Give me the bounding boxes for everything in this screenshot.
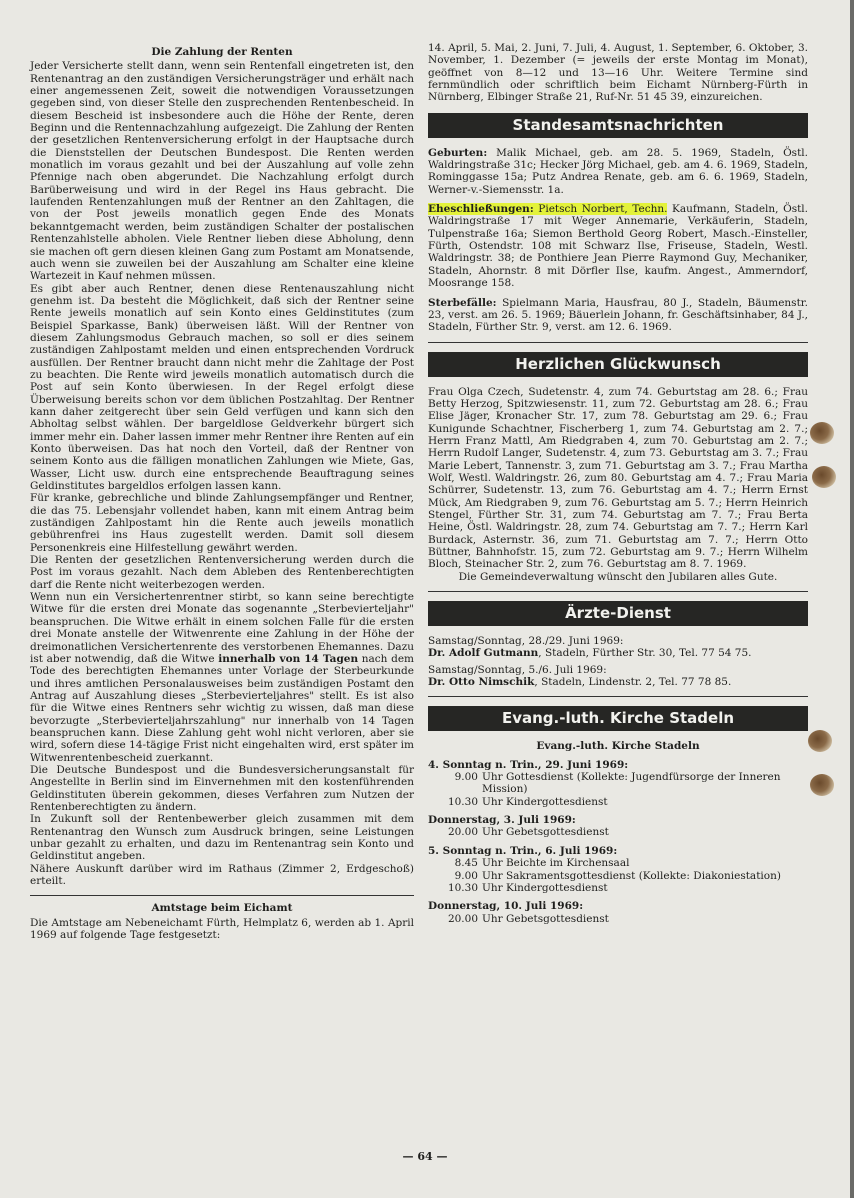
kirche-day-3: 5. Sonntag n. Trin., 6. Juli 1969:: [428, 844, 618, 857]
kirche-time: 10.30: [447, 881, 478, 894]
kirche-item: [428, 882, 808, 894]
kirche-text: Uhr Kindergottesdienst: [482, 795, 608, 808]
aerzte-entry-2: [428, 676, 808, 688]
kirche-item: [428, 771, 808, 796]
kirche-text: Uhr Gebetsgottesdienst: [482, 912, 609, 925]
kirche-item: [428, 796, 808, 808]
renten-paragraph-end-3: Nähere Auskunft darüber wird im Rathaus (Zimmer 2, Erdgeschoß) erteilt.: [30, 862, 414, 888]
renten-paragraph-3: Für kranke, gebrechliche und blinde Zahlungsempfänger und Rentner, die das 75. Lebensjahr vollendet haben, kann mit einem Antrag beim zuständigen Zahlpostamt hin die Rente auch jeweils monatlich gebührenfrei ins Haus zugestellt werden. Damit soll diesem Personenkreis eine Hilfestellung gewährt werden.: [30, 492, 414, 554]
sterbefaelle-entry: [428, 297, 808, 334]
kirche-time: 9.00: [454, 869, 478, 882]
kirche-item: [428, 913, 808, 925]
kirche-time: 20.00: [447, 826, 478, 839]
binder-hole: [810, 774, 834, 796]
page-number: — 64 —: [402, 1150, 448, 1163]
glueckwunsch-text: Frau Olga Czech, Sudetenstr. 4, zum 74. Geburtstag am 28. 6.; Frau Betty Herzog, Spitzwiesenstr. 11, zum 72. Geburtstag am 28. 6.; Frau Elise Jäger, Kronacher Str. 17, zum 78. Geburtstag am 29. 6.; Frau Kunigunde Schachtner, Fischerberg 1, zum 74. Geburtstag am 2. 7.; Herrn Franz Mattl, Am Riedgraben 4, zum 70. Geburtstag am 2. 7.; Herrn Rudolf Langer, Sudetenstr. 4, zum 73. Geburtstag am 3. 7.; Frau Marie Lebert, Tannenstr. 3, zum 71. Geburtstag am 3. 7.; Frau Martha Wolf, Westl. Waldringstr. 26, zum 80. Geburtstag am 4. 7.; Frau Maria Schürrer, Sudetenstr. 13, zum 76. Geburtstag am 4. 7.; Herrn Ernst Mück, Am Riedgraben 9, zum 76. Geburtstag am 5. 7.; Herrn Heinrich Stengel, Fürther Str. 31, zum 74. Geburtstag am 7. 7.; Frau Berta Heine, Östl. Waldringstr. 28, zum 74. Geburtstag am 7. 7.; Herrn Karl Burdack, Asternstr. 36, zum 71. Geburtstag am 7. 7.; Herrn Otto Büttner, Bahnhofstr. 15, zum 72. Geburtstag am 9. 7.; Herrn Wilhelm Bloch, Steinacher Str. 2, zum 76. Geburtstag am 8. 7. 1969.: [428, 385, 808, 571]
eheschliessungen-highlight: [428, 203, 667, 215]
kirche-time: 8.45: [454, 857, 478, 870]
section-divider: [428, 591, 808, 592]
kirche-day-2: Donnerstag, 3. Juli 1969:: [428, 814, 576, 827]
kirche-item: [428, 870, 808, 882]
kirche-text: Uhr Gottesdienst (Kollekte: Jugendfürsorge der Inneren Mission): [482, 771, 781, 796]
aerzte-doctor-2: Dr. Otto Nimschik: [428, 676, 535, 689]
glueckwunsch-header: Herzlichen Glückwunsch: [428, 352, 808, 377]
binder-hole: [812, 466, 836, 488]
witwe-bold-deadline: innerhalb von 14 Tagen: [218, 652, 359, 665]
section-divider: [428, 342, 808, 343]
renten-paragraph-1: Jeder Versicherte stellt dann, wenn sein Rentenfall eingetreten ist, den Rentenantrag an den zuständigen Versicherungsträger und erhält nach einer angemessenen Zeit, soweit die notwendigen Voraussetzungen gegeben sind, von dieser Stelle den zusprechenden Rentenbescheid. In diesem Bescheid ist insbesondere auch die Höhe der Rente, deren Beginn und die Rentennachzahlung aufgezeigt. Die Zahlung der Renten der gesetzlichen Rentenversicherung erfolgt in der Hauptsache durch die Dienststellen der Deutschen Bundespost. Die Renten werden monatlich im voraus gezahlt und bei der Auszahlung auf volle zehn Pfennige nach oben abgerundet. Die Nachzahlung erfolgt durch Barüberweisung und wird in der Regel ins Haus gebracht. Die laufenden Rentenzahlungen muß der Rentner an den Zahltagen, die von der Post jeweils monatlich gegen Ende des Monats bekanntgemacht werden, beim zuständigen Schalter der postalischen Rentenzahlstelle abholen. Viele Rentner lieben diese Abholung, denn sie machen oft gern diesen kleinen Gang zum Postamt am Monatsende, auch wenn sie zuweilen bei der Auszahlung am Schalter eine kleine Wartezeit in Kauf nehmen müssen.: [30, 60, 414, 283]
aerzte-doctor-1: Dr. Adolf Gutmann: [428, 647, 539, 660]
geburten-entry: [428, 147, 808, 196]
aerzte-details-2: , Stadeln, Lindenstr. 2, Tel. 77 78 85.: [534, 676, 732, 689]
sterbefaelle-label: Sterbefälle:: [428, 296, 497, 309]
eichamt-continued: 14. April, 5. Mai, 2. Juni, 7. Juli, 4. August, 1. September, 6. Oktober, 3. November, 1. Dezember (= jeweils der erste Montag im Monat), geöffnet von 8—12 und 13—16 Uhr. Weitere Termine sind fernmündlich oder schriftlich beim Eichamt Nürnberg-Fürth in Nürnberg, Elbinger Straße 21, Ruf-Nr. 51 45 39, einzureichen.: [428, 42, 808, 104]
geburten-text: Malik Michael, geb. am 28. 5. 1969, Stadeln, Östl. Waldringstraße 31c; Hecker Jörg Michael, geb. am 4. 6. 1969, Stadeln, Rominggasse 15a; Putz Andrea Renate, geb. am 6. 6. 1969, Stadeln, Werner-v.-Siemensstr. 1a.: [428, 146, 808, 196]
kirche-text: Uhr Kindergottesdienst: [482, 881, 608, 894]
geburten-label: Geburten:: [428, 146, 488, 159]
kirche-header: Evang.-luth. Kirche Stadeln: [428, 706, 808, 731]
renten-paragraph-4: Die Renten der gesetzlichen Rentenversicherung werden durch die Post im voraus gezahlt. Nach dem Ableben des Rentenberechtigten darf die Rente nicht weiterbezogen werden.: [30, 554, 414, 591]
renten-paragraph-2: Es gibt aber auch Rentner, denen diese Rentenauszahlung nicht genehm ist. Da besteht die Möglichkeit, daß sich der Rentner seine Rente jeweils monatlich auf sein Konto eines Geldinstitutes (zum Beispiel Sparkasse, Bank) überweisen läßt. Will der Rentner von diesem Zahlungsmodus Gebrauch machen, so soll er dies seinem zuständigen Zahlpostamt melden und einen entsprechenden Vordruck ausfüllen. Der Rentner braucht dann nicht mehr die Zahltage der Post zu beachten. Die Rente wird jeweils monatlich automatisch durch die Post auf sein Konto überwiesen. In der Regel erfolgt diese Überweisung bereits schon vor dem üblichen Postzahltag. Der Rentner kann daher zeitgerecht über sein Geld verfügen und kann sich den Abholtag selbst wählen. Der bargeldlose Geldverkehr bürgert sich immer mehr ein. Daher lassen immer mehr Rentner ihre Renten auf ein Konto überweisen. Das hat noch den Vorteil, daß der Rentner von seinem Konto aus die fälligen monatlichen Zahlungen wie Miete, Gas, Wasser, Licht usw. durch eine entsprechende Beauftragung seines Geldinstitutes bargeldlos erfolgen lassen kann.: [30, 282, 414, 493]
aerzte-header: Ärzte-Dienst: [428, 601, 808, 626]
aerzte-entry-1: [428, 647, 808, 659]
kirche-day-1: 4. Sonntag n. Trin., 29. Juni 1969:: [428, 758, 629, 771]
glueckwunsch-footer: Die Gemeindeverwaltung wünscht den Jubilaren alles Gute.: [458, 570, 778, 583]
eheschliessungen-entry: [428, 203, 808, 289]
sterbefaelle-text: Spielmann Maria, Hausfrau, 80 J., Stadeln, Bäumenstr. 23, verst. am 26. 5. 1969; Bäuerlein Johann, fr. Geschäftsinhaber, 84 J., Stadeln, Fürther Str. 9, verst. am 12. 6. 1969.: [428, 296, 808, 334]
renten-title: Die Zahlung der Renten: [151, 46, 293, 58]
kirche-text: Uhr Sakramentsgottesdienst (Kollekte: Diakoniestation): [482, 869, 781, 882]
kirche-time: 20.00: [447, 912, 478, 925]
kirche-item: [428, 826, 808, 838]
binder-hole: [810, 422, 834, 444]
standesamt-header: Standesamtsnachrichten: [428, 113, 808, 138]
eheschliessungen-text: Kaufmann, Stadeln, Östl. Waldringstraße 17 mit Weger Annemarie, Verkäuferin, Stadeln, Tulpenstraße 16a; Siemon Berthold Georg Robert, Masch.-Einsteller, Fürth, Ostendstr. 108 mit Schwarz Ilse, Friseuse, Stadeln, Westl. Waldringstr. 38; de Ponthiere Jean Pierre Raymond Guy, Mechaniker, Stadeln, Ahornstr. 8 mit Dörfler Ilse, kaufm. Angest., Ammerndorf, Moosrange 158.: [428, 203, 808, 290]
kirche-time: 10.30: [447, 795, 478, 808]
kirche-subtitle: Evang.-luth. Kirche Stadeln: [536, 740, 700, 753]
kirche-time: 9.00: [454, 771, 478, 784]
kirche-text: Uhr Beichte im Kirchensaal: [482, 857, 630, 870]
section-divider: [30, 895, 414, 896]
renten-paragraph-end-2: In Zukunft soll der Rentenbewerber gleich zusammen mit dem Rentenantrag den Wunsch zum Ausdruck bringen, seine Leistungen unbar gezahlt zu erhalten, und dazu im Rentenantrag sein Konto und Geldinstitut angeben.: [30, 813, 414, 863]
right-column: [428, 42, 808, 925]
left-column: [30, 42, 414, 941]
aerzte-details-1: , Stadeln, Fürther Str. 30, Tel. 77 54 75.: [538, 647, 752, 660]
eheschliessungen-highlight-text: Pietsch Norbert, Techn.: [533, 203, 668, 216]
kirche-item: [428, 857, 808, 869]
witwe-text-before: Wenn nun ein Versichertenrentner stirbt, so kann seine berechtigte Witwe für die ersten drei Monate das sogenannte „Sterbevierteljahr" beanspruchen. Die Witwe erhält in einem solchen Falle für die ersten drei Monate anstelle der Witwenrente eine Zahlung in der Höhe der dreimonatlichen Versichertenrente des verstorbenen Ehemannes. Dazu ist aber notwendig, daß die Witwe: [30, 591, 414, 665]
aerzte-date-1: Samstag/Sonntag, 28./29. Juni 1969:: [428, 635, 624, 648]
kirche-day-4: Donnerstag, 10. Juli 1969:: [428, 900, 584, 913]
witwe-paragraph: [30, 591, 414, 764]
eichamt-title: Amtstage beim Eichamt: [151, 902, 293, 915]
kirche-schedule: [428, 759, 808, 925]
binder-hole: [808, 730, 832, 752]
kirche-text: Uhr Gebetsgottesdienst: [482, 826, 609, 839]
eichamt-text: Die Amtstage am Nebeneichamt Fürth, Helmplatz 6, werden ab 1. April 1969 auf folgende Tage festgesetzt:: [30, 916, 414, 942]
eheschliessungen-label: Eheschließungen:: [428, 203, 534, 216]
renten-paragraph-end-1: Die Deutsche Bundespost und die Bundesversicherungsanstalt für Angestellte in Berlin sind im Einvernehmen mit den kostenführenden Geldinstituten überein gekommen, dieses Verfahren zum Nutzen der Rentenberechtigten zu ändern.: [30, 763, 414, 813]
section-divider: [428, 696, 808, 697]
witwe-text-after: nach dem Tode des berechtigten Ehemannes unter Vorlage der Sterbeurkunde und ihres amtlichen Personalausweises beim zuständigen Postamt den Antrag auf Auszahlung dieses „Sterbevierteljahres" stellt. Es ist also für die Witwe eines Rentners sehr wichtig zu wissen, daß man diese bevorzugte „Sterbevierteljahrszahlung" nur innerhalb von 14 Tagen beanspruchen kann. Diese Zahlung geht wohl nicht verloren, aber sie wird, sofern diese 14-tägige Frist nicht eingehalten wird, erst später im Witwenrentenbescheid zuerkannt.: [30, 652, 415, 764]
aerzte-date-2: Samstag/Sonntag, 5./6. Juli 1969:: [428, 663, 607, 676]
